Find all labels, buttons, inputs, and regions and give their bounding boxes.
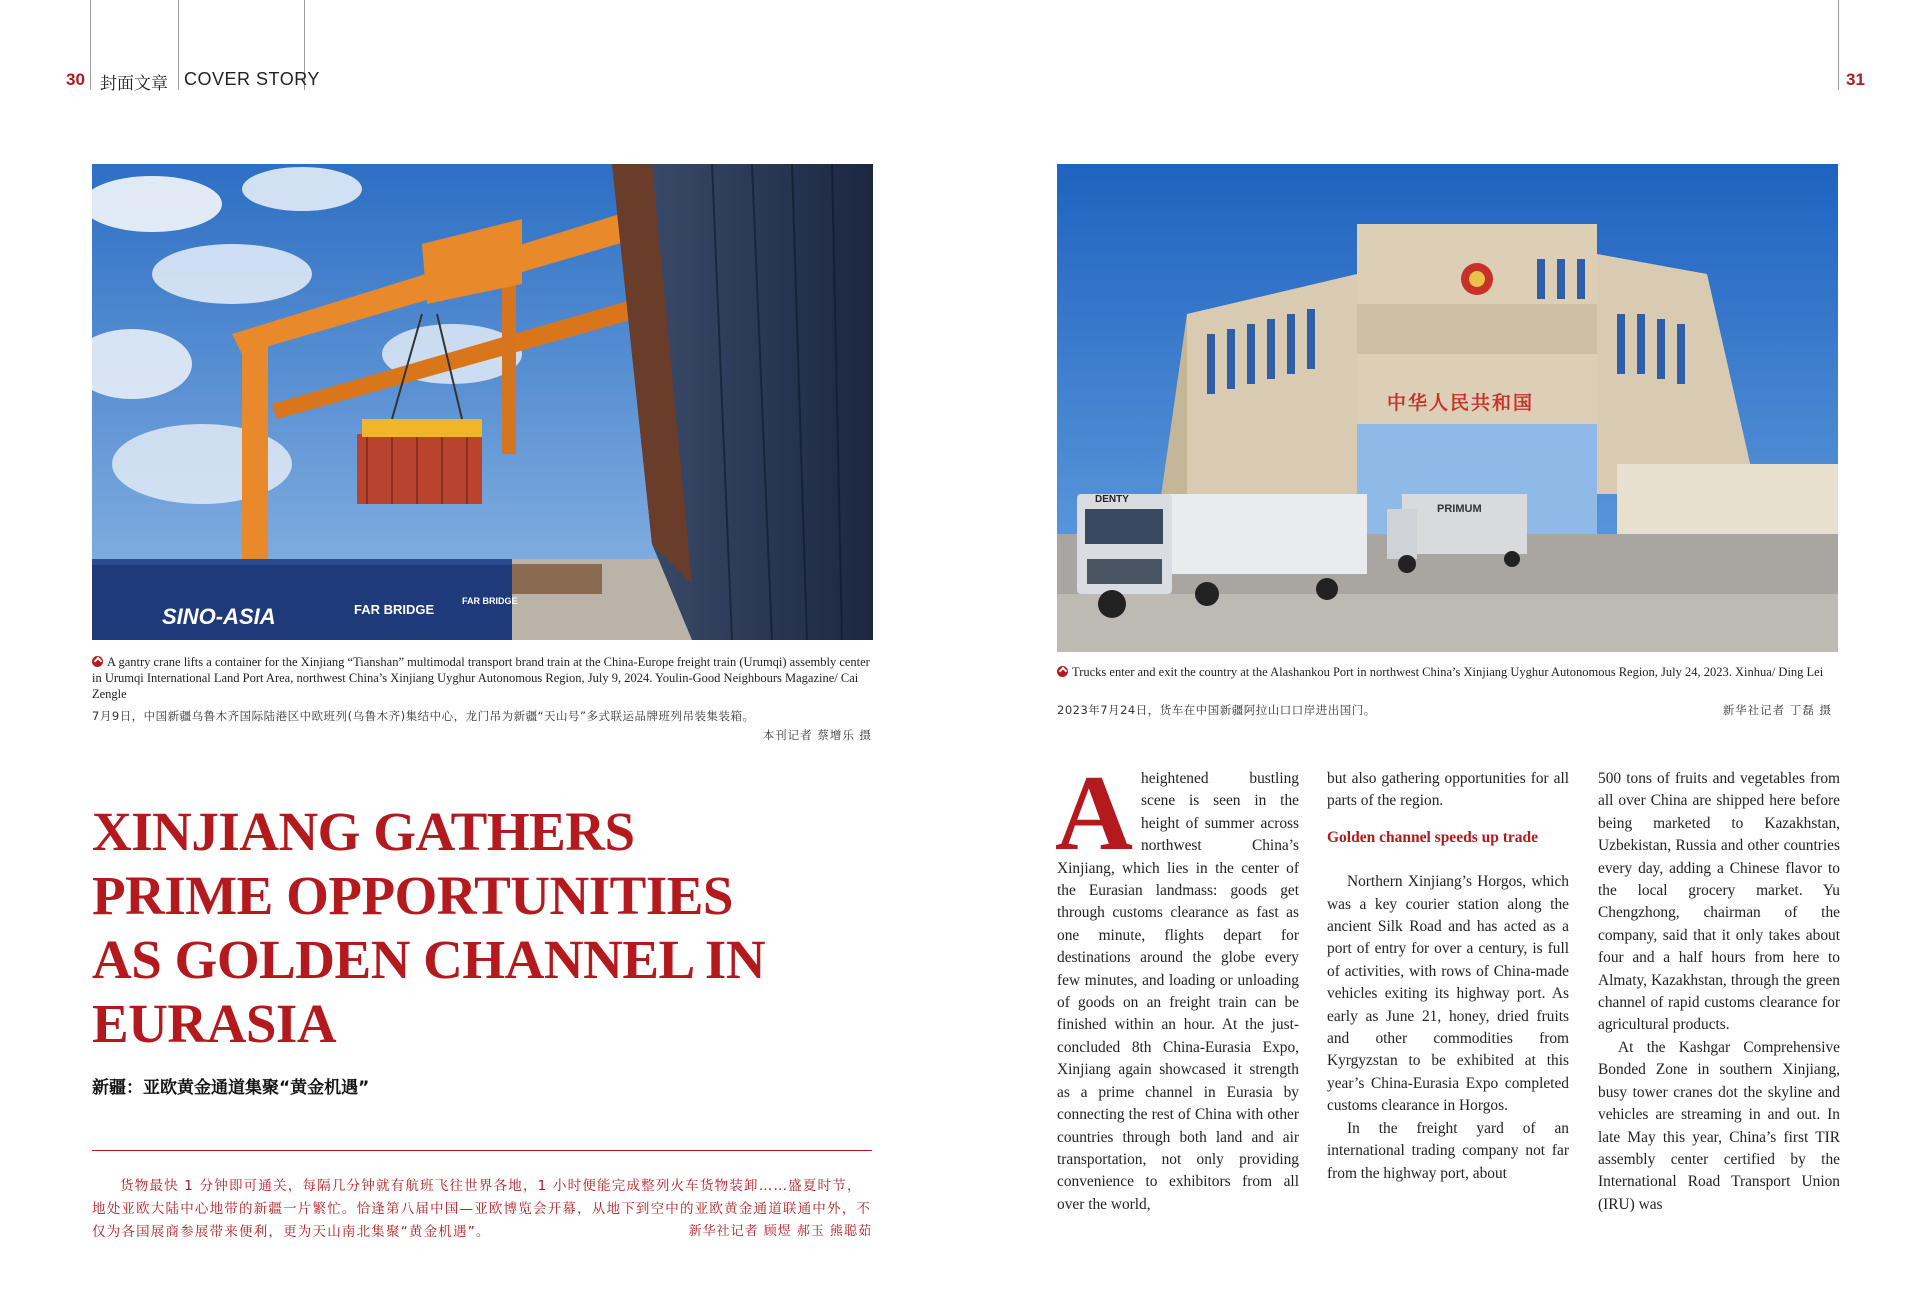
photo-caption-cn: 2023年7月24日，货车在中国新疆阿拉山口口岸进出国门。 xyxy=(1057,703,1376,717)
gantry-crane-photo xyxy=(92,164,873,640)
article-column-2 xyxy=(1327,768,1569,1185)
photo-caption-en: Trucks enter and exit the country at the Alashankou Port in northwest China’s Xinjiang Uyghur Autonomous Region, July 24, 2023. Xinhua/ Ding Lei xyxy=(1057,664,1838,680)
photo-caption-cn: 7月9日，中国新疆乌鲁木齐国际陆港区中欧班列(乌鲁木齐)集结中心，龙门吊为新疆“天山号”多式联运品牌班列吊装集装箱。 xyxy=(92,709,755,723)
port-gate-photo xyxy=(1057,164,1838,652)
container-text: FAR BRIDGE xyxy=(462,596,518,606)
header-rule xyxy=(90,0,91,90)
lead-paragraph-cn: 货物最快 1 分钟即可通关，每隔几分钟就有航班飞往世界各地，1 小时便能完成整列火车货物装卸……盛夏时节，地处亚欧大陆中心地带的新疆一片繁忙。恰逢第八届中国—亚欧博览会开幕，从地下到空中的亚欧黄金通道联通中外，不仅为各国展商参展带来便利，更为天山南北集聚“黄金机遇”。 xyxy=(92,1178,872,1240)
section-title-en: COVER STORY xyxy=(184,69,320,89)
body-paragraph: but also gathering opportunities for all parts of the region. xyxy=(1327,770,1569,810)
body-paragraph: In the freight yard of an international trading company not far from the highway port, about xyxy=(1327,1119,1569,1182)
gate-sign-text: 中华人民共和国 xyxy=(1387,392,1535,414)
photo-credit-cn: 新华社记者 丁磊 摄 xyxy=(1722,703,1832,717)
photo-credit-cn: 本刊记者 蔡增乐 摄 xyxy=(762,728,872,742)
article-column-1 xyxy=(1055,754,1299,1216)
right-page xyxy=(960,0,1920,1303)
body-paragraph: At the Kashgar Comprehensive Bonded Zone in southern Xinjiang, busy tower cranes dot the skyline and vehicles are streaming in and out. In late May this year, China’s first TIR assembly center certified by the International Road Transport Union (IRU) was xyxy=(1598,1038,1840,1213)
section-title-cn: 封面文章 xyxy=(100,74,168,94)
lead-divider xyxy=(92,1150,872,1151)
caption-marker-icon xyxy=(92,656,103,667)
photo-caption-en: A gantry crane lifts a container for the Xinjiang “Tianshan” multimodal transport brand train at the China-Europe freight train (Urumqi) assembly center in Urumqi International Land Port Area, northwest China’s Xinjiang Uyghur Autonomous Region, July 9, 2024. Youlin-Good Neighbours Magazine/ Cai Zengle xyxy=(92,655,870,701)
header-rule xyxy=(1838,0,1839,90)
truck-trailer-text: PRIMUM xyxy=(1437,503,1482,515)
caption-marker-icon xyxy=(1057,666,1068,677)
article-column-3 xyxy=(1598,768,1840,1216)
container-text: SINO-ASIA xyxy=(162,604,276,629)
body-paragraph: heightened bustling scene is seen in the height of summer across northwest China’s Xinjiang, which lies in the center of the Eurasian landmass: goods get through customs clearance as fast as one minute, flights depart for destinations around the globe every few minutes, and loading or unloading of goods on an freight train can be finished within an hour. At the just-concluded 8th China-Eurasia Expo, Xinjiang again showcased it strength as a prime channel in Eurasia by connecting the rest of China with other countries through both land and air transportation, not only providing convenience to exhibitors from all over the world, xyxy=(1057,770,1299,1213)
lead-byline-cn: 新华社记者 顾煜 郝玉 熊聪茹 xyxy=(688,1224,872,1239)
drop-cap: A xyxy=(1055,754,1133,873)
article-headline: XINJIANG GATHERS PRIME OPPORTUNITIES AS GOLDEN CHANNEL IN EURASIA xyxy=(92,801,766,1054)
body-paragraph: Northern Xinjiang’s Horgos, which was a key courier station along the ancient Silk Road and has acted as a port of entry for over a century, is full of activities, with rows of China-made vehicles exiting its highway port. As early as June 21, honey, dried fruits and other commodities from Kyrgyzstan to be exhibited at this year’s China-Eurasia Expo completed customs clearance in Horgos. xyxy=(1327,873,1569,1115)
page-number-right: 31 xyxy=(1846,70,1865,89)
page-number-left: 30 xyxy=(66,70,85,89)
truck-cab-text: DENTY xyxy=(1095,494,1129,505)
header-rule xyxy=(178,0,179,90)
article-subhead-cn: 新疆：亚欧黄金通道集聚“黄金机遇” xyxy=(92,1078,370,1098)
section-subheading: Golden channel speeds up trade xyxy=(1327,828,1539,846)
container-text: FAR BRIDGE xyxy=(354,602,435,617)
body-paragraph: 500 tons of fruits and vegetables from all over China are shipped here before being marketed to Kazakhstan, Uzbekistan, Russia and other countries every day, adding a Chinese flavor to the local grocery market. Yu Chengzhong, chairman of the company, said that it only takes about four and a half hours from here to Almaty, Kazakhstan, through the green channel of rapid customs clearance for agricultural products. xyxy=(1598,770,1840,1034)
